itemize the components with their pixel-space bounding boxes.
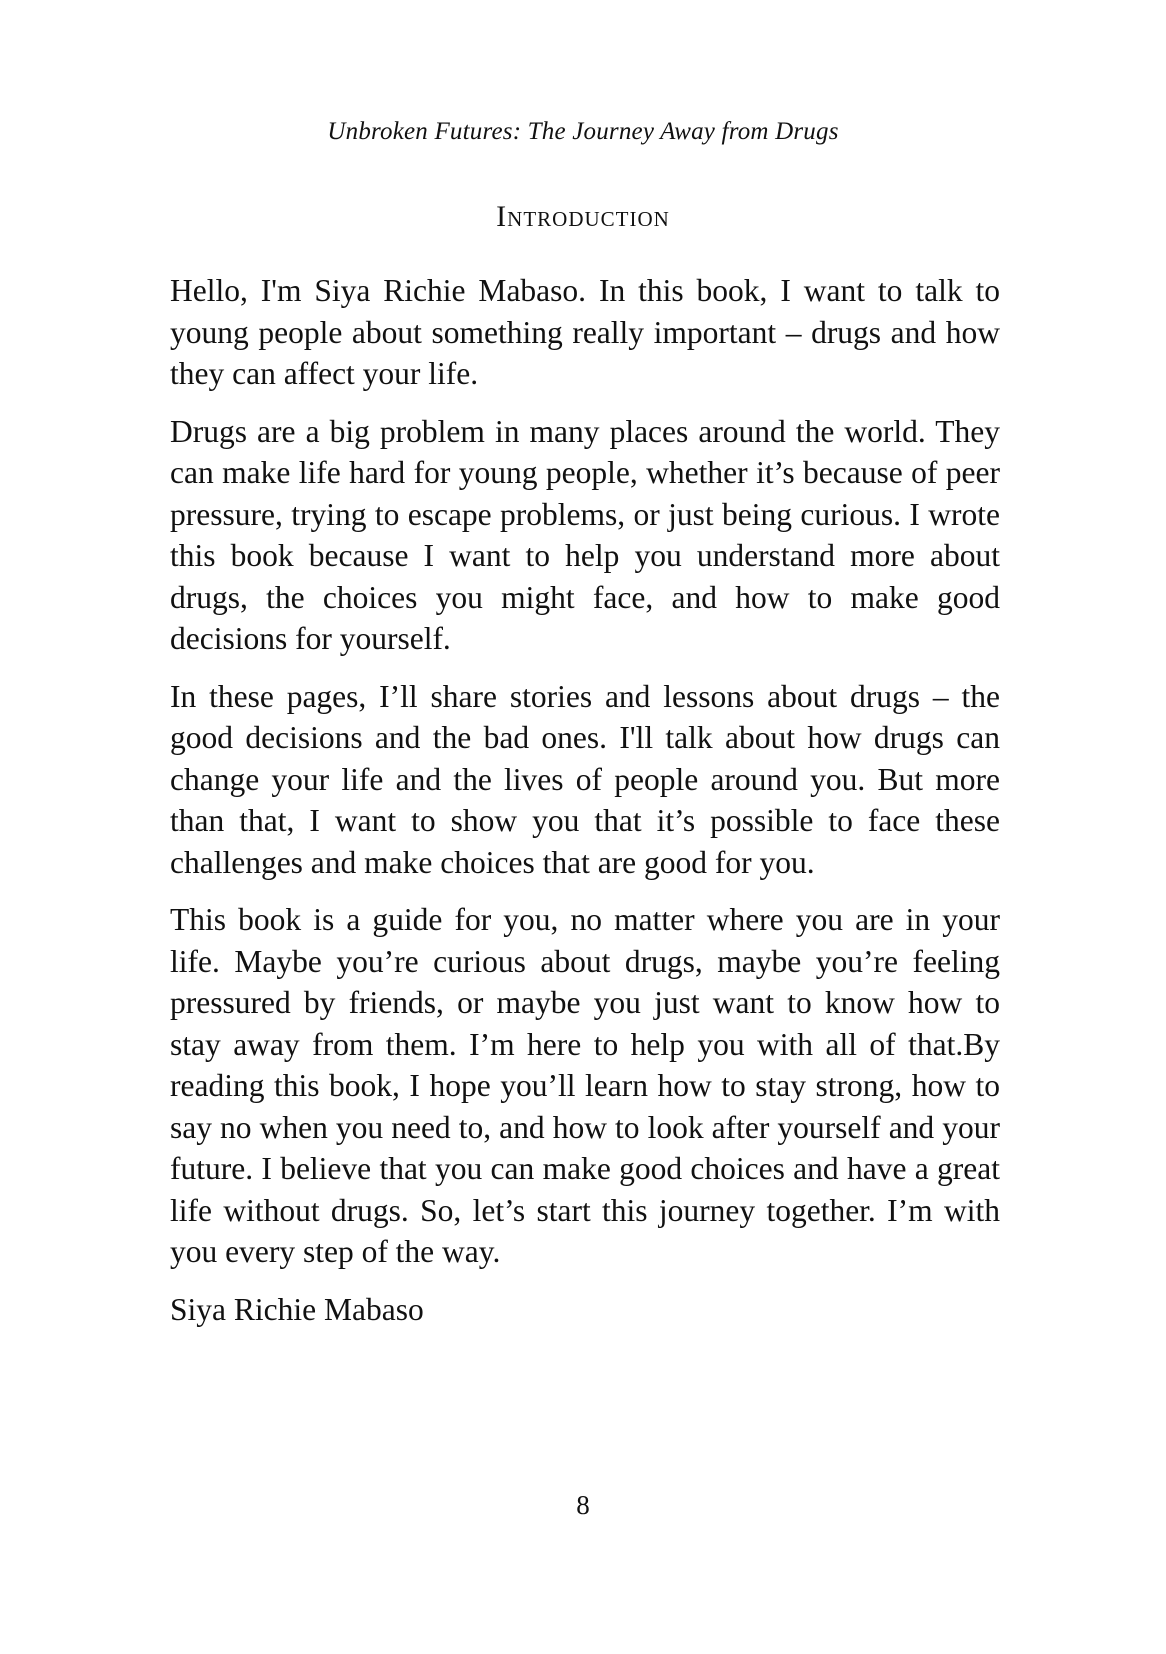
paragraph: Hello, I'm Siya Richie Mabaso. In this book, I want to talk to young people about something really important – drugs and how they can affect your life. [170,273,1000,391]
page-number: 8 [576,1490,590,1520]
running-header: Unbroken Futures: The Journey Away from Drugs [327,118,839,145]
body-text [170,270,1000,1346]
author-signature: Siya Richie Mabaso [170,1291,424,1327]
paragraph: This book is a guide for you, no matter where you are in your life. Maybe you’re curious about drugs, maybe you’re feeling pressured by friends, or maybe you just want to know how to stay away from them. I’m here to help you with all of that.By reading this book, I hope you’ll learn how to stay strong, how to say no when you need to, and how to look after yourself and your future. I believe that you can make good choices and have a great life without drugs. So, let’s start this journey together. I’m with you every step of the way. [170,902,1000,1269]
chapter-title: Introduction [496,200,670,233]
paragraph: Drugs are a big problem in many places around the world. They can make life hard for young people, whether it’s because of peer pressure, trying to escape problems, or just being curious. I wrote this book because I want to help you understand more about drugs, the choices you might face, and how to make good decisions for yourself. [170,413,1000,656]
paragraph: In these pages, I’ll share stories and lessons about drugs – the good decisions and the bad ones. I'll talk about how drugs can change your life and the lives of people around you. But more than that, I want to show you that it’s possible to face these challenges and make choices that are good for you. [170,678,1000,880]
